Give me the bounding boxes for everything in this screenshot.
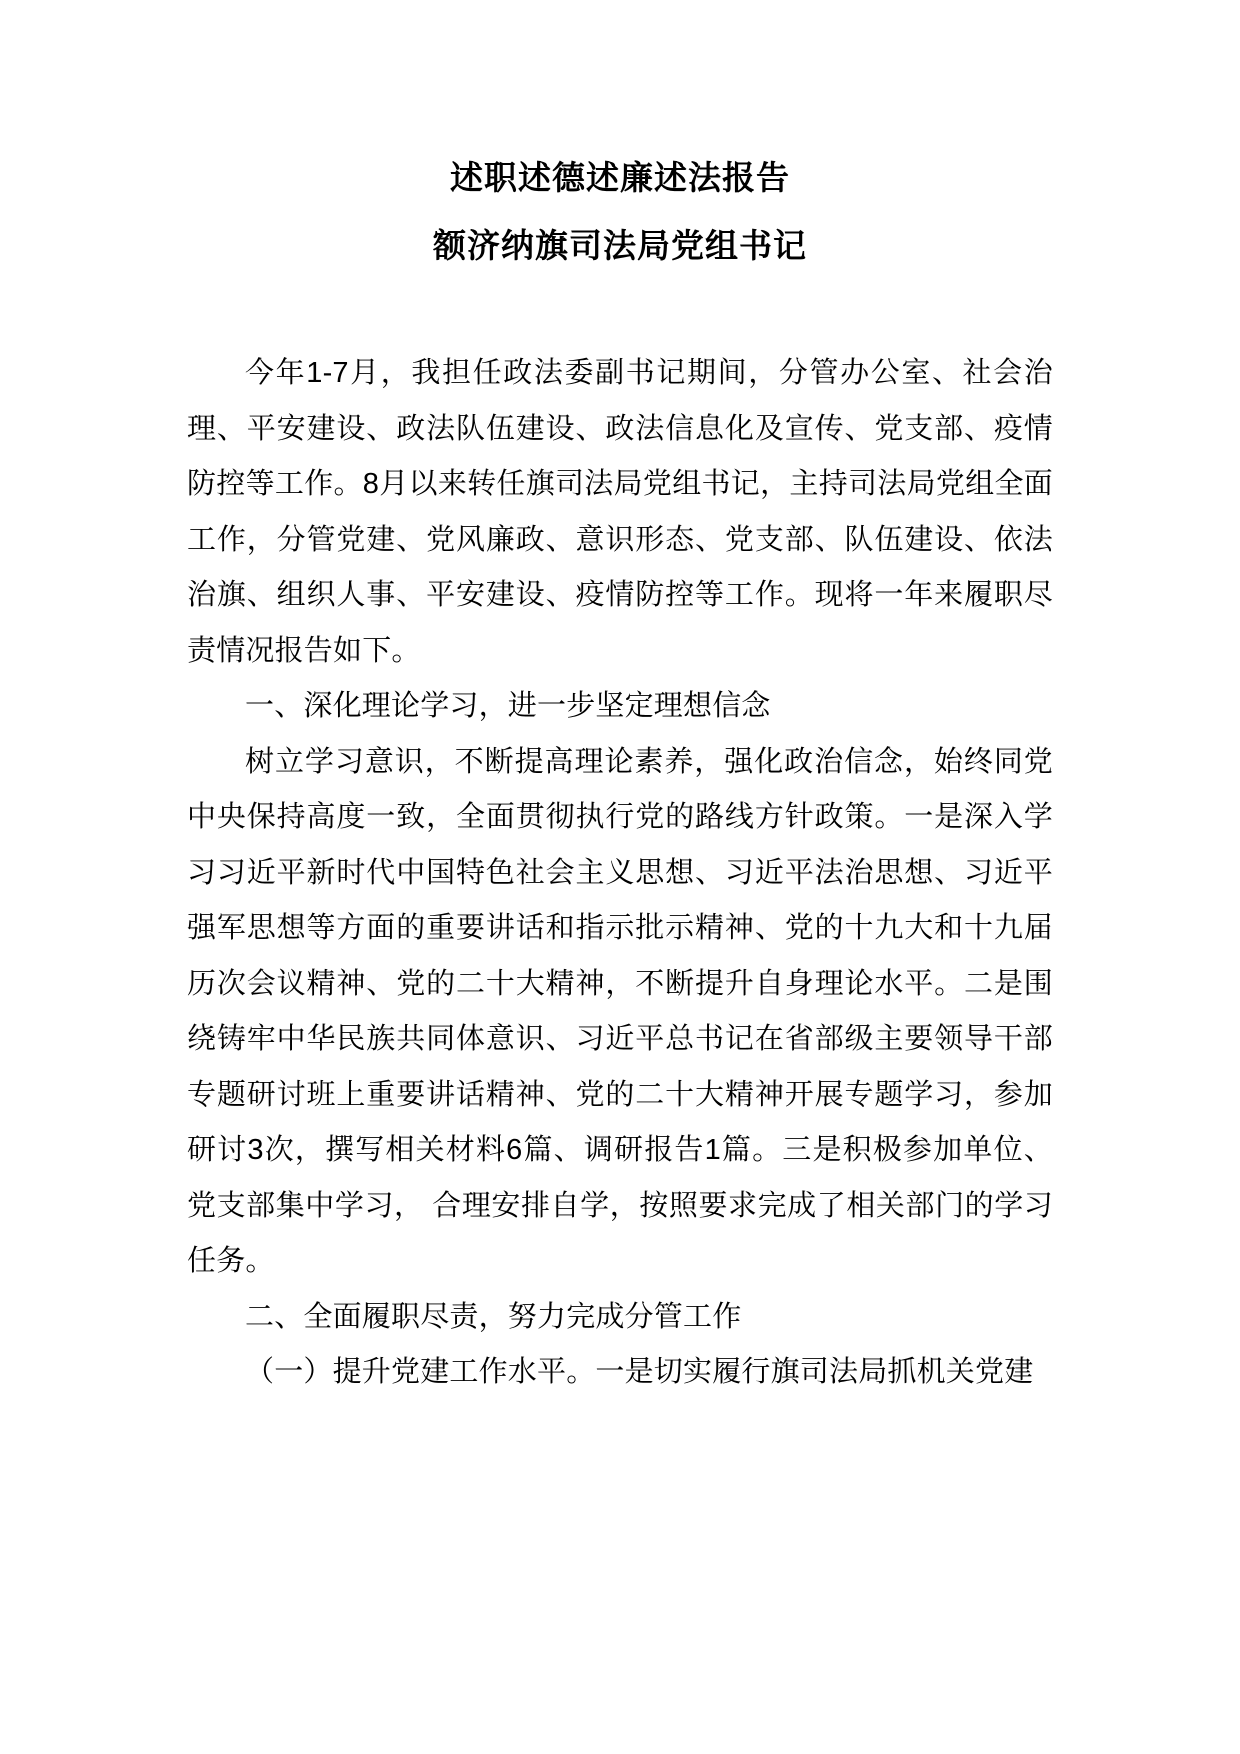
section-one-paragraph: 树立学习意识，不断提高理论素养，强化政治信念，始终同党中央保持高度一致，全面贯彻执行党的路线方针政策。一是深入学习习近平新时代中国特色社会主义思想、习近平法治思想、习近平强军思想等方面的重要讲话和指示批示精神、党的十九大和十九届历次会议精神、党的二十大精神，不断提升自身理论水平。二是围绕铸牢中华民族共同体意识、习近平总书记在省部级主要领导干部专题研讨班上重要讲话精神、党的二十大精神开展专题学习，参加研讨3次，撰写相关材料6篇、调研报告1篇。三是积极参加单位、党支部集中学习， 合理安排自学，按照要求完成了相关部门的学习任务。 [187,745,1053,1277]
page-content-area [187,0,1053,1401]
document-title-line-2: 额济纳旗司法局党组书记 [433,227,807,264]
section-two-paragraph: （一）提升党建工作水平。一是切实履行旗司法局抓机关党建 [245,1356,1034,1388]
intro-paragraph: 今年1-7月，我担任政法委副书记期间，分管办公室、社会治理、平安建设、政法队伍建设、政法信息化及宣传、党支部、疫情防控等工作。8月以来转任旗司法局党组书记，主持司法局党组全面工作，分管党建、党风廉政、意识形态、党支部、队伍建设、依法治旗、组织人事、平安建设、疫情防控等工作。现将一年来履职尽责情况报告如下。 [187,357,1053,667]
section-heading-two: 二、全面履职尽责，努力完成分管工作 [245,1300,742,1333]
document-body [187,346,1053,1401]
document-title-block [187,0,1053,276]
document-title-line-1: 述职述德述廉述法报告 [450,159,790,196]
section-heading-one: 一、深化理论学习，进一步坚定理想信念 [245,690,771,722]
